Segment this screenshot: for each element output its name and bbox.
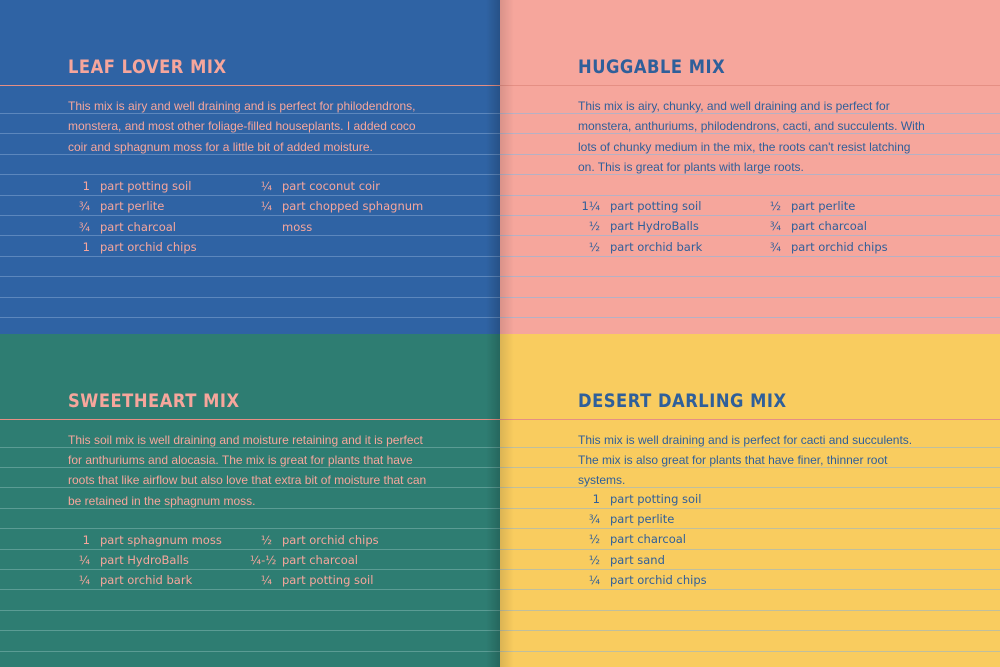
ingredient-item: [578, 570, 778, 590]
ingredient-column-left: [578, 196, 758, 257]
ingredient-item: [68, 237, 248, 257]
ingredient-item: [578, 216, 758, 236]
ruled-line: [0, 276, 500, 277]
ingredient-name: part orchid chips: [791, 239, 888, 254]
ingredient-name: moss: [282, 219, 313, 234]
ingredient-column-left: [68, 176, 248, 258]
ingredient-quantity: ½: [588, 532, 600, 547]
ingredient-item: [250, 530, 450, 550]
ingredient-name: part orchid chips: [100, 240, 197, 255]
ingredient-quantity: ½: [260, 532, 272, 547]
ingredient-name: part orchid bark: [610, 239, 703, 254]
ingredient-item: [578, 550, 778, 570]
ingredient-quantity: ¾: [769, 239, 781, 254]
recipe-title: DESERT DARLING MIX: [578, 389, 787, 412]
ingredient-item: [250, 570, 450, 590]
ingredient-quantity: ½: [588, 552, 600, 567]
ingredient-item: [250, 550, 450, 570]
recipe-title: HUGGABLE MIX: [578, 56, 726, 78]
ingredient-item: [68, 570, 248, 590]
ingredient-quantity: ¾: [769, 219, 781, 234]
ingredient-name: part charcoal: [791, 219, 867, 234]
ingredient-quantity: ¼: [78, 552, 90, 567]
ingredient-quantity: 1: [82, 532, 90, 547]
ruled-line: [500, 297, 1000, 298]
ingredient-column-right: [250, 176, 450, 237]
ingredient-name: part orchid chips: [610, 573, 707, 588]
ingredient-quantity: ½: [769, 199, 781, 213]
ingredient-quantity: 1¼: [581, 199, 600, 213]
ingredient-name: part potting soil: [610, 491, 702, 506]
ingredient-name: part potting soil: [610, 199, 702, 213]
ingredient-name: part charcoal: [282, 552, 358, 567]
ingredient-column-right: [250, 530, 450, 591]
ingredient-quantity: ¼: [260, 199, 272, 214]
ingredient-name: part chopped sphagnum: [282, 199, 424, 214]
ingredient-name: part sand: [610, 552, 665, 567]
ingredient-item: [759, 237, 939, 257]
ingredient-quantity: ¼: [588, 573, 600, 588]
ingredient-quantity: ¾: [588, 511, 600, 526]
ingredient-name: part potting soil: [282, 573, 374, 588]
ingredient-item: [68, 550, 248, 570]
recipe-card-desert-darling: [500, 334, 1000, 667]
recipe-card-leaf-lover: [0, 0, 500, 334]
ingredient-name: part charcoal: [610, 532, 686, 547]
ingredient-name: part perlite: [791, 199, 856, 213]
ingredient-quantity: 1: [592, 491, 600, 506]
ingredient-item: [68, 176, 248, 196]
ruled-lines: [0, 0, 500, 334]
recipe-description: This mix is airy, chunky, and well draining and is perfect for monstera, anthuriums, philodendrons, cacti, and succulents. With lots of chunky medium in the mix, the roots can't resist latching on. This is great for plants with large roots.: [578, 99, 925, 175]
ingredient-quantity: ½: [588, 239, 600, 254]
ingredient-quantity: ¼: [260, 573, 272, 588]
ingredient-name: part orchid bark: [100, 573, 193, 588]
recipe-description: This mix is well draining and is perfect for cacti and succulents. The mix is also great for plants that have finer, thinner root systems.: [578, 432, 913, 488]
ingredient-name: part charcoal: [100, 219, 176, 234]
ruled-line: [0, 297, 500, 298]
ruled-line: [0, 317, 500, 318]
ingredient-column-left: [68, 530, 248, 591]
ingredient-item: [250, 196, 450, 216]
ingredient-item: [68, 196, 248, 216]
ruled-line: [500, 610, 1000, 611]
ingredient-item: [578, 196, 758, 216]
recipe-title: SWEETHEART MIX: [68, 389, 240, 412]
recipe-description: This mix is airy and well draining and is perfect for philodendrons, monstera, and most other foliage-filled houseplants. I added coco coir and sphagnum moss for a little bit of added moisture.: [68, 99, 416, 154]
ingredient-item: [578, 529, 778, 549]
ingredient-name: part perlite: [100, 199, 165, 214]
ingredient-name: part potting soil: [100, 179, 192, 193]
ingredient-name: part HydroBalls: [610, 219, 699, 234]
ingredient-quantity: 1: [82, 240, 90, 255]
ingredient-quantity: ½: [588, 219, 600, 234]
recipe-description: This soil mix is well draining and moisture retaining and it is perfect for anthuriums and alocasia. The mix is great for plants that have roots that like airflow but also love that extra bit of moisture that can be retained in the sphagnum moss.: [68, 432, 427, 508]
ingredient-name: part coconut coir: [282, 179, 380, 193]
ingredient-column-left: [578, 489, 778, 591]
ingredient-quantity: ¼: [78, 573, 90, 588]
title-rule-line: [0, 85, 500, 86]
title-rule-line: [0, 419, 500, 420]
ingredient-item: [68, 530, 248, 550]
ingredient-quantity: ¼: [260, 179, 272, 193]
ingredient-item: [68, 217, 248, 237]
ingredient-item: [759, 216, 939, 236]
ingredient-quantity: ¼-½: [250, 552, 277, 567]
title-rule-line: [500, 85, 1000, 86]
ruled-line: [500, 630, 1000, 631]
ruled-line: [500, 651, 1000, 652]
recipe-card-sweetheart: [0, 334, 500, 667]
recipe-title: LEAF LOVER MIX: [68, 56, 227, 78]
ingredient-item: [250, 217, 450, 237]
ruled-line: [500, 276, 1000, 277]
ruled-line: [0, 610, 500, 611]
ruled-line: [0, 630, 500, 631]
ingredient-item: [578, 509, 778, 529]
title-rule-line: [500, 419, 1000, 420]
ingredient-quantity: 1: [82, 179, 90, 193]
ingredient-name: part orchid chips: [282, 532, 379, 547]
ruled-line: [0, 651, 500, 652]
ingredient-name: part HydroBalls: [100, 552, 189, 567]
ingredient-item: [759, 196, 939, 216]
ingredient-quantity: ¾: [78, 199, 90, 214]
ingredient-name: part perlite: [610, 511, 675, 526]
ruled-line: [500, 317, 1000, 318]
ingredient-item: [578, 489, 778, 509]
recipe-card-huggable: [500, 0, 1000, 334]
ingredient-item: [578, 237, 758, 257]
ingredient-column-right: [759, 196, 939, 257]
ingredient-quantity: ¾: [78, 219, 90, 234]
ingredient-item: [250, 176, 450, 196]
ingredient-name: part sphagnum moss: [100, 532, 222, 547]
